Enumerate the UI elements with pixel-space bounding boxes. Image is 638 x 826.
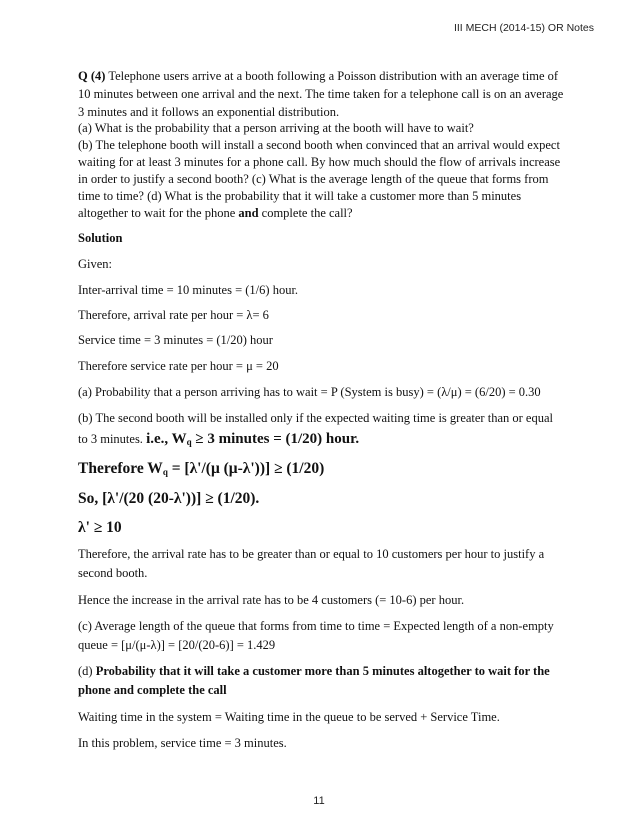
part-d-line-1 xyxy=(78,665,550,678)
part-c-line-1: (c) Average length of the queue that forms from time to time = Expected length of a non-empty xyxy=(78,619,554,633)
part-b-line-1: (b) The second booth will be installed only if the expected waiting time is greater than or equal xyxy=(78,411,553,425)
given-label: Given: xyxy=(78,257,113,271)
question-label: Q (4) xyxy=(78,69,106,83)
question-line-1 xyxy=(78,70,558,83)
part-d-line-2: phone and complete the call xyxy=(78,683,227,697)
question-text: complete the call? xyxy=(258,206,353,220)
conclusion-line-2: second booth. xyxy=(78,566,148,580)
question-line-5: (b) The telephone booth will install a second booth when convinced that an arrival would expect xyxy=(78,138,560,152)
service-time-line: Service time = 3 minutes = (1/20) hour xyxy=(78,333,273,347)
part-b-condition: i.e., $W_q \ge 3$ minutes = (1/20) hour. xyxy=(146,431,360,447)
part-c-line-2: queue = [μ/(μ-λ)] = [20/(20-6)] = 1.429 xyxy=(78,638,276,652)
conclusion-line-1: Therefore, the arrival rate has to be greater than or equal to 10 customers per hour to justify a xyxy=(78,547,545,561)
arrival-rate-line: Therefore, arrival rate per hour = λ= 6 xyxy=(78,308,269,322)
formula-substitution: So, [λ'/(20 (20-λ'))] ≥ (1/20). xyxy=(78,490,260,507)
question-line-7: in order to justify a second booth? (c) What is the average length of the queue that forms from xyxy=(78,172,549,186)
part-d-heading: Probability that it will take a customer more than 5 minutes altogether to wait for the xyxy=(95,664,550,678)
inter-arrival-line: Inter-arrival time = 10 minutes = (1/6) hour. xyxy=(78,283,299,297)
page-number: 11 xyxy=(313,795,325,807)
question-line-8: time to time? (d) What is the probability that it will take a customer more than 5 minutes xyxy=(78,189,522,203)
service-time-note: In this problem, service time = 3 minutes. xyxy=(78,736,287,750)
formula-wq: Therefore $W_q = [\lambda'/(\mu$ (μ-λ'))] ≥ (1/20) xyxy=(78,460,325,477)
waiting-time-line: Waiting time in the system = Waiting time in the queue to be served + Service Time. xyxy=(78,710,500,724)
question-line-3: 3 minutes and it follows an exponential distribution. xyxy=(78,105,340,119)
increase-line: Hence the increase in the arrival rate has to be 4 customers (= 10-6) per hour. xyxy=(78,593,465,607)
part-b-text: to 3 minutes. xyxy=(78,432,147,446)
part-b-line-2 xyxy=(78,432,359,447)
question-line-4: (a) What is the probability that a person arriving at the booth will have to wait? xyxy=(78,121,474,135)
running-header: III MECH (2014-15) OR Notes xyxy=(453,22,594,34)
question-text: altogether to wait for the phone xyxy=(78,206,239,220)
question-line-2: 10 minutes between one arrival and the next. The time taken for a telephone call is on an average xyxy=(78,87,564,101)
question-line-6: waiting for at least 3 minutes for a phone call. By how much should the flow of arrivals increase xyxy=(78,155,561,169)
part-d-label: (d) xyxy=(78,664,96,678)
question-emphasis: and xyxy=(238,206,259,220)
solution-heading: Solution xyxy=(78,231,123,245)
service-rate-line: Therefore service rate per hour = μ = 20 xyxy=(78,359,279,373)
question-line-9 xyxy=(78,207,353,220)
question-text: Telephone users arrive at a booth following a Poisson distribution with an average time of xyxy=(108,69,559,83)
part-a-answer: (a) Probability that a person arriving has to wait = P (System is busy) = (λ/μ) = (6/20) = 0.30 xyxy=(78,385,541,399)
formula-lambda-result: λ' ≥ 10 xyxy=(78,519,122,536)
